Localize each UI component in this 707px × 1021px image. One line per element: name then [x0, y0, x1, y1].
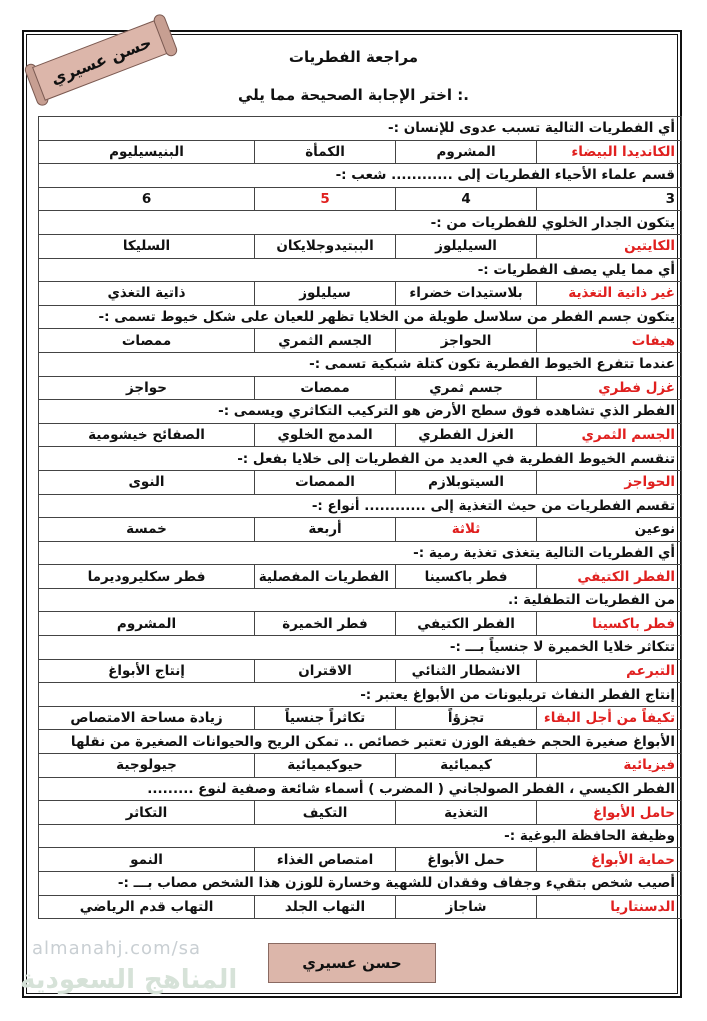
question-text: الأبواغ صغيرة الحجم خفيفة الوزن تعتبر خصائص .. تمكن الريح والحيوانات الصغيرة من نقلها — [39, 730, 682, 754]
answer-option-correct[interactable]: حماية الأبواغ — [537, 848, 682, 872]
question-row — [39, 636, 682, 660]
question-row — [39, 164, 682, 188]
answer-option[interactable]: خمسة — [39, 518, 255, 542]
answer-option[interactable]: شاجاز — [396, 895, 537, 919]
question-text: عندما تتفرع الخيوط الفطرية تكون كتلة شبكية تسمى :- — [39, 352, 682, 376]
answer-option[interactable]: البنيسيليوم — [39, 140, 255, 164]
question-text: قسم علماء الأحياء الفطريات إلى ............ شعب :- — [39, 164, 682, 188]
question-text: تنقسم الخيوط الفطرية في العديد من الفطريات إلى خلايا بفعل :- — [39, 447, 682, 471]
options-row — [39, 612, 682, 636]
question-row — [39, 117, 682, 141]
options-row — [39, 140, 682, 164]
answer-option[interactable]: التكاثر — [39, 801, 255, 825]
options-row — [39, 376, 682, 400]
answer-option-correct[interactable]: الدسنتاريا — [537, 895, 682, 919]
answer-option-correct[interactable]: فطر باكسينا — [537, 612, 682, 636]
answer-option[interactable]: زيادة مساحة الامتصاص — [39, 706, 255, 730]
options-row — [39, 518, 682, 542]
options-row — [39, 329, 682, 353]
question-text: تقسم الفطريات من حيث التغذية إلى ............ أنواع :- — [39, 494, 682, 518]
options-row — [39, 801, 682, 825]
options-row — [39, 706, 682, 730]
question-row — [39, 588, 682, 612]
answer-option[interactable]: الممصات — [255, 470, 396, 494]
question-text: يتكون جسم الفطر من سلاسل طويلة من الخلايا تظهر للعيان على شكل خيوط تسمى :- — [39, 305, 682, 329]
question-row — [39, 494, 682, 518]
question-row — [39, 305, 682, 329]
answer-option[interactable]: الفطريات المفصلية — [255, 565, 396, 589]
answer-option[interactable]: أربعة — [255, 518, 396, 542]
answer-option[interactable]: 4 — [396, 187, 537, 211]
options-row — [39, 282, 682, 306]
options-row — [39, 895, 682, 919]
answer-option[interactable]: حمل الأبواغ — [396, 848, 537, 872]
options-row — [39, 848, 682, 872]
question-text: الفطر الكيسي ، الفطر الصولجاني ( المضرب ) أسماء شائعة وصفية لنوع ......... — [39, 777, 682, 801]
question-text: يتكون الجدار الخلوي للفطريات من :- — [39, 211, 682, 235]
options-row — [39, 565, 682, 589]
answer-option-correct[interactable]: 5 — [255, 187, 396, 211]
answer-option[interactable]: الكمأة — [255, 140, 396, 164]
answer-option-correct[interactable]: الكايتين — [537, 234, 682, 258]
question-text: أصيب شخص بتقيء وجفاف وفقدان للشهية وخسارة للوزن هذا الشخص مصاب بـــ :- — [39, 872, 682, 896]
answer-option[interactable]: نوعين — [537, 518, 682, 542]
answer-option[interactable]: ممصات — [39, 329, 255, 353]
questions-table — [38, 116, 682, 919]
answer-option[interactable]: الاقتران — [255, 659, 396, 683]
question-text: تتكاثر خلايا الخميرة لا جنسياً بـــ :- — [39, 636, 682, 660]
answer-option[interactable]: فطر الخميرة — [255, 612, 396, 636]
answer-option[interactable]: حيوكيميائية — [255, 754, 396, 778]
question-text: إنتاج الفطر النفاث تريليونات من الأبواغ يعتبر :- — [39, 683, 682, 707]
question-text: أي مما يلي يصف الفطريات :- — [39, 258, 682, 282]
options-row — [39, 234, 682, 258]
question-text: الفطر الذي تشاهده فوق سطح الأرض هو التركيب التكاثري ويسمى :- — [39, 400, 682, 424]
answer-option-correct[interactable]: الفطر الكتيفي — [537, 565, 682, 589]
answer-option[interactable]: بلاستيدات خضراء — [396, 282, 537, 306]
options-row — [39, 187, 682, 211]
question-text: أي الفطريات التالية يتغذى تغذية رمية :- — [39, 541, 682, 565]
answer-option[interactable]: فطر سكليروديرما — [39, 565, 255, 589]
answer-option[interactable]: السيتوبلازم — [396, 470, 537, 494]
answer-option[interactable]: الصفائح خيشومية — [39, 423, 255, 447]
options-row — [39, 659, 682, 683]
answer-option[interactable]: سيليلوز — [255, 282, 396, 306]
question-row — [39, 777, 682, 801]
question-row — [39, 447, 682, 471]
answer-option[interactable]: التكيف — [255, 801, 396, 825]
answer-option[interactable]: 6 — [39, 187, 255, 211]
answer-option[interactable]: النمو — [39, 848, 255, 872]
answer-option[interactable]: المشروم — [39, 612, 255, 636]
answer-option[interactable]: الغزل الفطري — [396, 423, 537, 447]
answer-option[interactable]: كيميائية — [396, 754, 537, 778]
question-row — [39, 683, 682, 707]
answer-option[interactable]: تجزؤاً — [396, 706, 537, 730]
question-row — [39, 258, 682, 282]
answer-option[interactable]: فطر باكسينا — [396, 565, 537, 589]
question-row — [39, 824, 682, 848]
answer-option-correct[interactable]: الجسم الثمري — [537, 423, 682, 447]
answer-option[interactable]: جسم ثمري — [396, 376, 537, 400]
answer-option-correct[interactable]: الكانديدا البيضاء — [537, 140, 682, 164]
author-name: حسن عسيري — [32, 19, 170, 101]
answer-option[interactable]: التهاب الجلد — [255, 895, 396, 919]
answer-option[interactable]: تكاثراً جنسياً — [255, 706, 396, 730]
page-title: مراجعة الفطريات — [288, 48, 419, 66]
answer-option[interactable]: المدمج الخلوي — [255, 423, 396, 447]
answer-option[interactable]: إنتاج الأبواغ — [39, 659, 255, 683]
options-row — [39, 423, 682, 447]
answer-option-correct[interactable]: الحواجز — [537, 470, 682, 494]
answer-option[interactable]: الانشطار الثنائي — [396, 659, 537, 683]
question-row — [39, 400, 682, 424]
answer-option[interactable]: الفطر الكتيفي — [396, 612, 537, 636]
answer-option-correct[interactable]: غير ذاتية التغذية — [537, 282, 682, 306]
answer-option-correct[interactable]: ثلاثة — [396, 518, 537, 542]
question-row — [39, 211, 682, 235]
answer-option-correct[interactable]: فيزيائية — [537, 754, 682, 778]
answer-option[interactable]: ممصات — [255, 376, 396, 400]
answer-option[interactable]: السليكا — [39, 234, 255, 258]
options-row — [39, 470, 682, 494]
answer-option[interactable]: التغذية — [396, 801, 537, 825]
question-row — [39, 872, 682, 896]
question-text: أي الفطريات التالية تسبب عدوى للإنسان :- — [39, 117, 682, 141]
answer-option-correct[interactable]: حامل الأبواغ — [537, 801, 682, 825]
answer-option[interactable]: الببتيدوجلايكان — [255, 234, 396, 258]
answer-option[interactable]: حواجز — [39, 376, 255, 400]
answer-option[interactable]: الحواجز — [396, 329, 537, 353]
answer-option-correct[interactable]: تكيفاً من أجل البقاء — [537, 706, 682, 730]
answer-option[interactable]: السيليلوز — [396, 234, 537, 258]
answer-option[interactable]: الجسم الثمري — [255, 329, 396, 353]
question-text: وظيفة الحافظة البوغية :- — [39, 824, 682, 848]
answer-option-correct[interactable]: هيفات — [537, 329, 682, 353]
footer-author-badge: حسن عسيري — [268, 943, 436, 983]
answer-option[interactable]: 3 — [537, 187, 682, 211]
answer-option[interactable]: المشروم — [396, 140, 537, 164]
answer-option[interactable]: ذاتية التغذي — [39, 282, 255, 306]
answer-option[interactable]: التهاب قدم الرياضي — [39, 895, 255, 919]
question-row — [39, 352, 682, 376]
watermark-site: almanahj.com/sa — [32, 938, 202, 959]
instruction-label: اختر الإجابة الصحيحة مما يلي :. — [237, 86, 469, 104]
instruction-text — [0, 86, 707, 104]
question-text: من الفطريات التطفلية :. — [39, 588, 682, 612]
answer-option[interactable]: امتصاص الغذاء — [255, 848, 396, 872]
answer-option-correct[interactable]: التبرعم — [537, 659, 682, 683]
watermark-logo: المناهج السعودية — [20, 965, 238, 995]
answer-option-correct[interactable]: غزل فطري — [537, 376, 682, 400]
options-row — [39, 754, 682, 778]
question-row — [39, 541, 682, 565]
answer-option[interactable]: جيولوجية — [39, 754, 255, 778]
question-row — [39, 730, 682, 754]
answer-option[interactable]: النوى — [39, 470, 255, 494]
